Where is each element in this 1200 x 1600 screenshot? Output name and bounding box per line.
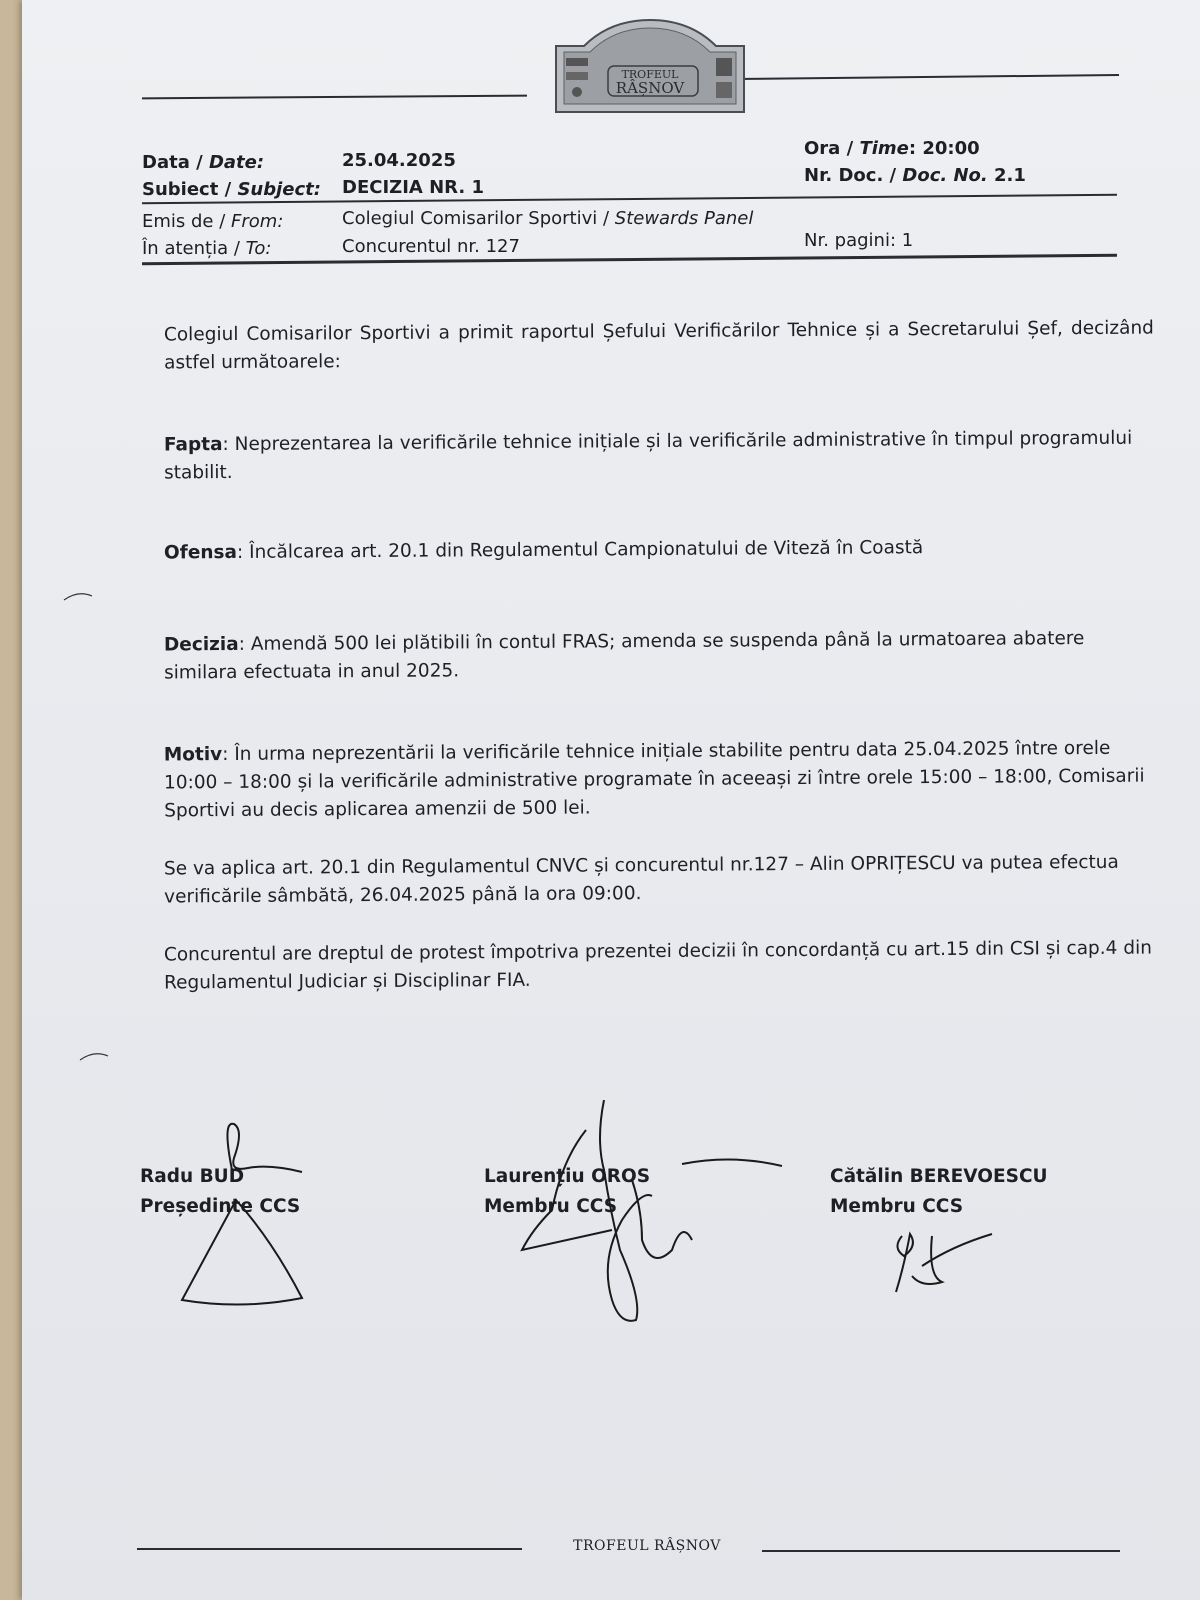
footer-rule-right [762,1550,1120,1552]
signature-3 [882,1226,1012,1306]
signatory-role-3: Membru CCS [830,1196,964,1217]
decizia-paragraph [164,625,1154,688]
from-label: Emis de / [142,211,232,232]
ofensa-text: : Încălcarea art. 20.1 din Regulamentul Campionatului de Viteză în Coastă [236,537,924,563]
date-row [142,150,264,176]
ofensa-label: Ofensa [163,541,238,564]
event-logo [550,18,750,118]
motiv-label: Motiv [163,744,223,766]
pages-count-text: Nr. pagini: 1 [804,230,914,251]
signatory-name-1: Radu BUD [140,1166,245,1187]
subject-value [342,175,484,201]
paper-mark [78,1050,118,1062]
logo-subtitle: RÂȘNOV [615,79,685,97]
decizia-text: : Amendă 500 lei plătibili în contul FRAS; amenda se suspenda până la urmatoarea abatere similara efectuata in anul 2025. [164,628,1085,684]
to-value [342,234,520,260]
date-label-en: Date: [208,152,265,173]
signatory-role-1: Președinte CCS [140,1196,301,1217]
time-label: Ora / [804,138,860,159]
protest-text: Concurentul are dreptul de protest împotriva prezentei decizii în concordanță cu art.15 din CSI și cap.4 din Regulamentul Judiciar și Disciplinar FIA. [163,937,1152,994]
time-row [804,136,980,162]
docno-value: 2.1 [987,165,1026,186]
date-label: Data / [142,152,209,173]
date-value-text: 25.04.2025 [342,150,456,171]
header-rule-left [142,95,527,100]
protest-paragraph [164,935,1154,998]
paper-mark [62,590,102,602]
footer-rule-left [137,1548,522,1550]
se-va-paragraph [164,849,1154,912]
signatory-name-2: Laurențiu OROS [484,1166,651,1187]
to-value-text: Concurentul nr. 127 [342,236,520,257]
time-label-en: Time [859,138,909,159]
from-value-en: Stewards Panel [614,208,754,229]
subject-value-text: DECIZIA NR. 1 [342,177,484,198]
to-row [142,236,271,262]
se-va-text: Se va aplica art. 20.1 din Regulamentul CNVC și concurentul nr.127 – Alin OPRIȚESCU va putea efectua verificările sâmbătă, 26.04.2025 până la ora 09:00. [163,851,1119,908]
docno-label-en: Doc. No. [902,165,988,186]
from-label-en: From: [231,211,284,232]
to-label: În atenția / [142,238,246,259]
motiv-paragraph [164,735,1155,826]
date-value [342,148,456,174]
pages-count [804,228,913,254]
docno-label: Nr. Doc. / [804,165,903,186]
fapta-text: : Neprezentarea la verificările tehnice inițiale și la verificările administrative în timpul programului stabilit. [164,427,1133,484]
intro-text: Colegiul Comisarilor Sportivi a primit raportul Șefului Verificărilor Tehnice și a Secretarului Șef, decizând astfel următoarele: [163,317,1154,374]
subject-label: Subiect / [142,179,238,200]
docno-row [804,163,1026,189]
signature-2 [492,1100,792,1330]
decizia-label: Decizia [163,633,239,656]
subject-label-en: Subject: [237,179,321,200]
intro-paragraph [164,315,1154,378]
signatory-role-2: Membru CCS [484,1196,618,1217]
motiv-text: : În urma neprezentării la verificările tehnice inițiale stabilite pentru data 25.04.2025 între orele 10:00 – 18:00 și la verificările administrative programate în aceeași zi între orele 15:00 – 18:00, Comisarii Sportivi au decis aplicarea amenzii de 500 lei. [163,737,1145,822]
fapta-label: Fapta [163,434,223,456]
from-row [142,209,283,235]
logo-title: TROFEUL [621,68,679,81]
ofensa-paragraph [164,533,1154,568]
signature-1 [152,1110,332,1310]
from-value [342,206,753,232]
footer-title: TROFEUL RÂȘNOV [573,1538,721,1554]
time-value: : 20:00 [908,138,980,159]
header-rule-right [734,74,1119,80]
signatory-name-3: Cătălin BEREVOESCU [830,1166,1048,1187]
subject-row [142,177,321,203]
meta-rule-2 [142,254,1117,266]
document-page [22,0,1200,1600]
to-label-en: To: [245,238,272,259]
fapta-paragraph [164,425,1154,488]
from-value-text: Colegiul Comisarilor Sportivi / [342,208,615,229]
